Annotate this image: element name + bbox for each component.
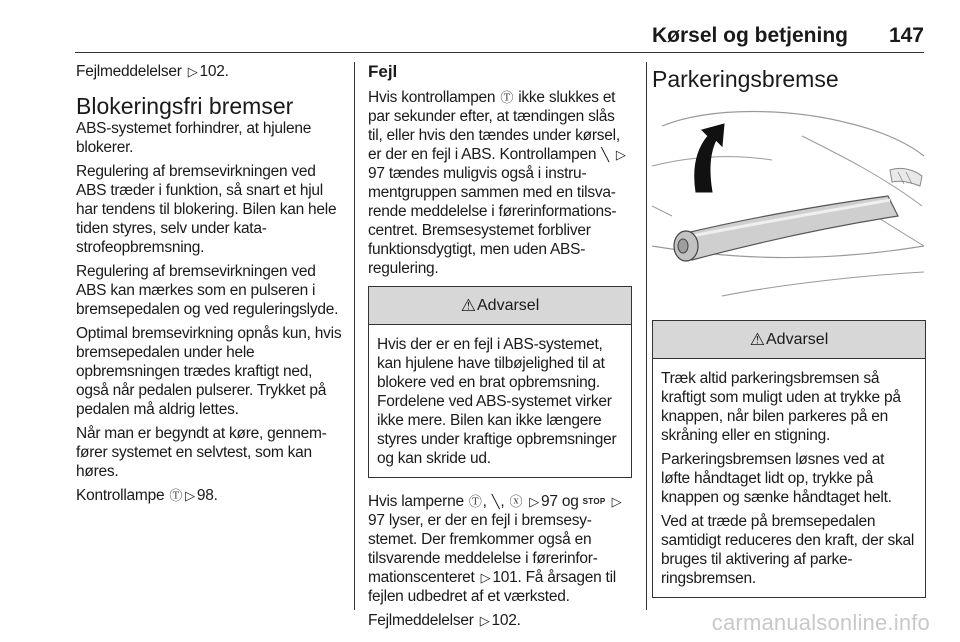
- paragraph: Når man er begyndt at køre, gennemfører systemet en selvtest, som kan høres.: [76, 425, 327, 480]
- warning-label: Advarsel: [766, 330, 829, 348]
- column-3: [652, 62, 926, 612]
- warning-triangle-icon: ⚠: [749, 329, 765, 349]
- stop-lamp-label: STOP: [582, 497, 606, 506]
- paragraph: Regulering af bremsevirkningen ved ABS træder i funktion, så snart et hjul har tendens til blokering. Bilen kan hele tiden styres, selv under katastrofeopbremsning.: [76, 163, 337, 256]
- warning-body: [653, 359, 925, 597]
- paragraph: ABS-systemet forhindrer, at hjulene blokerer.: [76, 120, 312, 156]
- abs-warning-lamp-icon: Ⓣ: [468, 494, 482, 509]
- warning-text: Hvis der er en fejl i ABS-systemet, kan hjulene have tilbøjelighed til at blokere ved en brat opbremsning. Fordelene ved ABS-systemet virker ikke mere. Bilen kan ikke længere styres under kraftige opbremsninger og kan skride ud.: [377, 336, 617, 467]
- warning-header: [369, 287, 631, 325]
- page-reference[interactable]: 97 og: [541, 493, 579, 510]
- warning-label: Advarsel: [477, 296, 540, 314]
- abs-warning-lamp-icon: Ⓣ: [500, 90, 514, 105]
- warning-triangle-icon: ⚠: [460, 295, 476, 315]
- ref-arrow-icon: ▷: [187, 64, 198, 79]
- parking-brake-heading: Parkeringsbremse: [652, 66, 839, 92]
- page-reference[interactable]: 102.: [199, 63, 229, 80]
- page-reference[interactable]: 97: [368, 165, 385, 182]
- ref-arrow-icon: ▷: [479, 613, 490, 628]
- brake-warning-lamp-icon: ⓧ: [509, 494, 523, 509]
- abs-heading: Blokeringsfri bremser: [76, 93, 294, 119]
- page-number: 147: [888, 24, 924, 47]
- ref-arrow-icon: ▷: [185, 488, 195, 503]
- page-reference[interactable]: 101.: [492, 569, 522, 586]
- column-divider-1: [354, 62, 355, 610]
- warning-box: [368, 286, 632, 478]
- warning-text: Ved at træde på bremsepedalen samtidigt reduceres den kraft, der skal bruges til aktivering af parkeringsbremsen.: [661, 513, 915, 587]
- page-reference[interactable]: 98.: [196, 487, 218, 504]
- column-divider-2: [646, 62, 647, 610]
- page-reference[interactable]: 102.: [491, 612, 521, 629]
- page-reference[interactable]: 97: [368, 512, 385, 529]
- abs-warning-lamp-icon: Ⓣ: [169, 488, 183, 503]
- paragraph: Regulering af bremsevirkningen ved ABS kan mærkes som en pulseren i bremsepedalen og ved reguleringslyde.: [76, 263, 339, 318]
- fault-heading: Fejl: [368, 62, 398, 81]
- parking-brake-illustration: [652, 96, 926, 308]
- ref-arrow-icon: ▷: [615, 147, 626, 162]
- paragraph: Optimal bremsevirkning opnås kun, hvis bremsepedalen under hele opbremsningen trædes kraftigt ned, også når pedalen pulserer. Trykket på pedalen må aldrig lettes.: [76, 325, 342, 418]
- page-header: [0, 0, 960, 52]
- ref-arrow-icon: ▷: [611, 494, 622, 509]
- header-rule: [75, 52, 924, 53]
- service-wrench-icon: ╲: [601, 147, 609, 162]
- paragraph: Hvis lamperne Ⓣ, ╲, ⓧ ▷ 97 og STOP ▷97 lyser, er der en fejl i bremsesystemet. Der fremkommer også en tilsvarende meddelelse i førerinformationscenteret ▷ 101. Få årsagen til fejlen udbedret af et værksted.: [368, 493, 622, 605]
- paragraph: Hvis kontrollampen Ⓣ ikke slukkes et par sekunder efter, at tændingen slås til, eller hvis den tændes under kørsel, er der en fejl i ABS. Kontrollampen ╲ ▷97 tændes muligvis også i instrumentgruppen sammen med en tilsvarende meddelelse i førerinformationscentret. Bremsesystemet forbliver funktionsdygtigt, men uden ABS-regulering.: [368, 89, 626, 277]
- error-messages-reference: Fejlmeddelelser ▷ 102.: [76, 63, 229, 80]
- warning-box: [652, 320, 926, 598]
- warning-text: Træk altid parkeringsbremsen så kraftigt som muligt uden at trykke på knappen, når bilen parkeres på en skråning eller en stigning.: [661, 370, 901, 444]
- service-wrench-icon: ╲: [491, 494, 500, 509]
- column-2: [368, 62, 632, 635]
- warning-body: [369, 325, 631, 477]
- parking-brake-lever-drawing: [652, 96, 926, 308]
- error-messages-reference: Fejlmeddelelser ▷ 102.: [368, 612, 521, 629]
- watermark: carmanualsonline.info: [711, 610, 930, 635]
- kontrollampe-reference: Kontrollampe Ⓣ ▷ 98.: [76, 487, 218, 504]
- warning-header: [653, 321, 925, 359]
- ref-arrow-icon: ▷: [529, 494, 540, 509]
- section-title: Kørsel og betjening: [651, 24, 848, 47]
- column-1: [76, 62, 342, 510]
- ref-arrow-icon: ▷: [480, 570, 491, 585]
- warning-text: Parkeringsbremsen løsnes ved at løfte håndtaget lidt op, trykke på knappen og sænke håndtaget helt.: [661, 451, 892, 506]
